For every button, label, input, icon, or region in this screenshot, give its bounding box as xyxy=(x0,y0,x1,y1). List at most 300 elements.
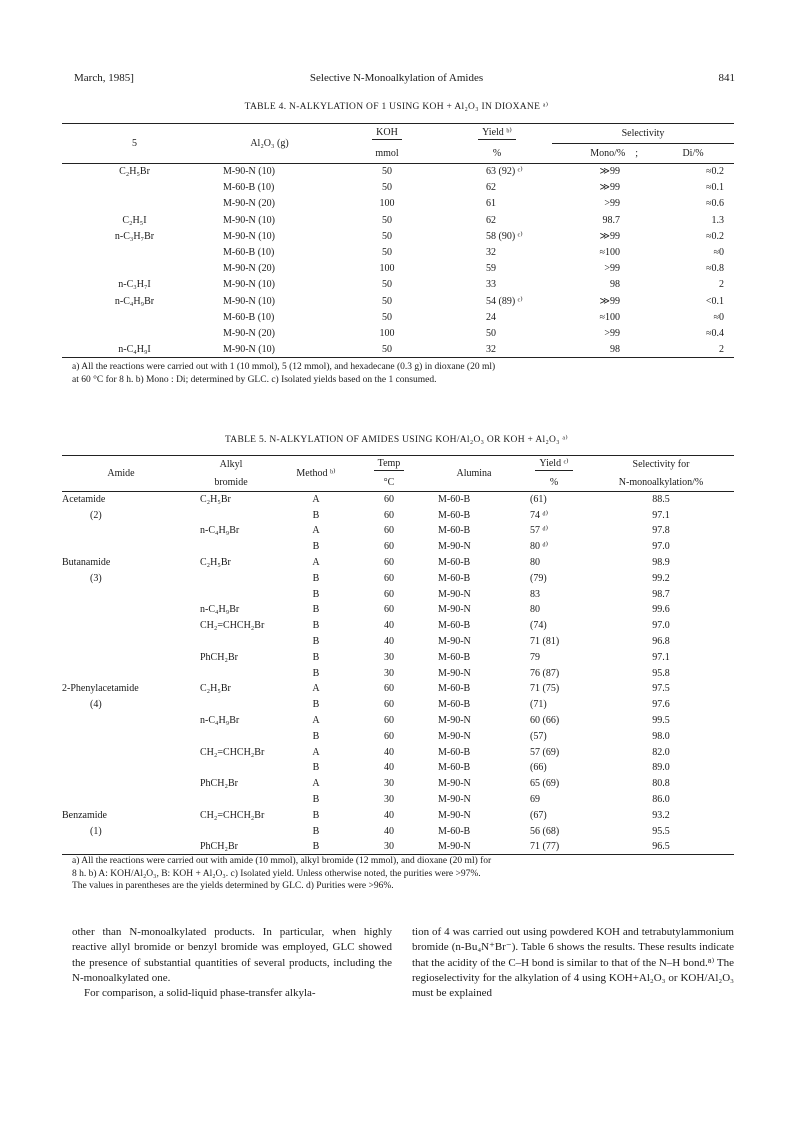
table-cell: 60 xyxy=(384,572,394,584)
table-cell: 93.2 xyxy=(652,809,670,821)
table-cell: 98.9 xyxy=(652,557,670,569)
table-cell: ≈0 xyxy=(713,311,724,323)
table-cell: M-60-B xyxy=(438,572,471,584)
t4-header-mmol: mmol xyxy=(375,147,399,159)
table-cell: C₂H₅I xyxy=(122,214,147,226)
table-row xyxy=(62,792,734,808)
table-row xyxy=(62,309,734,325)
table-cell: B xyxy=(312,667,320,679)
table-cell: 30 xyxy=(384,667,394,679)
table-cell: 2 xyxy=(719,343,724,355)
table-cell: M-60-B xyxy=(438,620,471,632)
table-cell: M-90-N (20) xyxy=(223,198,275,210)
table-cell: 33 xyxy=(486,279,496,291)
table-row xyxy=(62,823,734,839)
t5-header-bromide: bromide xyxy=(214,476,248,488)
table-cell: 24 xyxy=(486,311,496,323)
table-cell: 50 xyxy=(382,230,392,242)
table-cell: 99.2 xyxy=(652,572,670,584)
table-cell: (67) xyxy=(530,809,547,821)
table-row xyxy=(62,164,734,180)
table-cell: 86.0 xyxy=(652,794,670,806)
table-cell: 58 (90) ᶜ⁾ xyxy=(486,230,523,242)
table-cell: 98 xyxy=(610,279,620,291)
table5-footnote: a) All the reactions were carried out with amide (10 mmol), alkyl bromide (12 mmol), and dioxane (20 ml) for 8 h. b) A: KOH/Al₂O₃, B: KOH + Al₂O₃. c) Isolated yield. Unless otherwise noted, the purities were >97%. The values in parentheses are the yields determined by GLC. d) Purities were >96%. xyxy=(72,856,492,891)
table-cell: 98.7 xyxy=(602,214,620,226)
body-paragraph: other than N-monoalkylated products. In particular, when highly reactive allyl bromide or benzyl bromide was employed, GLC showed the presence of substantial quantities of several products, including the N-monoalkylated one. xyxy=(72,926,392,984)
table-cell: 60 xyxy=(384,557,394,569)
table-cell: 89.0 xyxy=(652,762,670,774)
table-cell: <0.1 xyxy=(705,295,724,307)
table-cell xyxy=(62,586,180,602)
table-cell: 30 xyxy=(384,794,394,806)
table-cell: 56 (68) xyxy=(530,825,560,837)
t5-header-percent: % xyxy=(549,476,559,488)
table-cell: M-60-B xyxy=(438,651,471,663)
table-cell: B xyxy=(312,651,320,663)
table-cell: B xyxy=(312,509,320,521)
table-cell: M-90-N xyxy=(438,636,471,648)
table-cell: 80 ᵈ⁾ xyxy=(530,541,549,553)
table-row xyxy=(62,807,734,823)
table-cell: 80 xyxy=(530,557,540,569)
table-cell: 60 xyxy=(384,699,394,711)
table-cell: 60 (66) xyxy=(530,715,560,727)
table-cell: M-60-B xyxy=(438,525,471,537)
t5-header-monoalkylation: N-monoalkylation/% xyxy=(618,476,704,488)
table-cell: M-90-N (10) xyxy=(223,230,275,242)
t5-header-selectivity: Selectivity for xyxy=(632,459,690,471)
table-cell: M-90-N xyxy=(438,588,471,600)
table-cell: 97.1 xyxy=(652,509,670,521)
table-cell: B xyxy=(312,794,320,806)
table-row xyxy=(62,744,734,760)
table-cell: 32 xyxy=(486,247,496,259)
table-cell: 100 xyxy=(379,263,395,275)
table-cell: 98.0 xyxy=(652,730,670,742)
table-cell xyxy=(180,728,282,744)
table-cell: M-90-N xyxy=(438,667,471,679)
table-cell: A xyxy=(312,715,320,727)
table-cell: M-90-N xyxy=(438,541,471,553)
table-cell: 32 xyxy=(486,343,496,355)
table-cell: B xyxy=(312,604,320,616)
t4-header-sep: ; xyxy=(635,148,638,159)
table-cell: 60 xyxy=(384,604,394,616)
table-cell: M-60-B (10) xyxy=(223,247,275,259)
table-cell: 59 xyxy=(486,263,496,275)
table-row xyxy=(62,586,734,602)
table-cell xyxy=(62,713,180,729)
table-cell: 71 (77) xyxy=(530,841,560,853)
table-cell: (2) xyxy=(90,509,102,521)
table-cell: M-90-N xyxy=(438,715,471,727)
table-cell: ≈0.1 xyxy=(706,182,724,194)
table-row xyxy=(62,228,734,244)
t5-header-amide: Amide xyxy=(107,468,135,479)
table-cell: 80 xyxy=(530,604,540,616)
t5-header-temp: Temp xyxy=(374,458,405,471)
table-cell: B xyxy=(312,809,320,821)
table4-caption: TABLE 4. N-ALKYLATION OF 1 USING KOH + Al₂O₃ IN DIOXANE ᵃ⁾ xyxy=(244,102,549,112)
table-cell: M-60-B xyxy=(438,699,471,711)
table-row xyxy=(62,492,734,508)
t4-header-mono: Mono/% ; xyxy=(590,148,638,159)
table-cell: >99 xyxy=(604,327,620,339)
table-cell: 30 xyxy=(384,841,394,853)
table-row xyxy=(62,555,734,571)
table-cell: M-90-N (10) xyxy=(223,279,275,291)
table-cell: 83 xyxy=(530,588,540,600)
table-cell: B xyxy=(312,841,320,853)
table-cell: 60 xyxy=(384,494,394,506)
table-cell xyxy=(62,649,180,665)
table-cell: PhCH₂Br xyxy=(200,778,238,790)
table-cell xyxy=(62,618,180,634)
table-cell xyxy=(62,744,180,760)
table-row xyxy=(62,618,734,634)
table-cell: 97.1 xyxy=(652,651,670,663)
table-cell: CH₂=CHCH₂Br xyxy=(200,809,265,821)
table-cell: 62 xyxy=(486,182,496,194)
table-cell: 30 xyxy=(384,778,394,790)
table-cell: n-C₄H₉Br xyxy=(200,525,240,537)
table-cell: Benzamide xyxy=(62,809,107,821)
table-cell: 74 ᵈ⁾ xyxy=(530,509,549,521)
table-cell: B xyxy=(312,699,320,711)
table-cell: 60 xyxy=(384,715,394,727)
table-cell: 50 xyxy=(382,182,392,194)
table-row xyxy=(62,776,734,792)
table-cell: CH₂=CHCH₂Br xyxy=(200,620,265,632)
table-cell: 40 xyxy=(384,762,394,774)
table-row xyxy=(62,649,734,665)
table-cell: 100 xyxy=(379,198,395,210)
table-cell: 79 xyxy=(530,651,540,663)
table-cell: (61) xyxy=(530,494,547,506)
table-cell: 99.6 xyxy=(652,604,670,616)
table-cell xyxy=(62,665,180,681)
table-cell: 88.5 xyxy=(652,494,670,506)
table-cell: ≫99 xyxy=(599,166,620,178)
table-row xyxy=(62,277,734,293)
table-row xyxy=(62,212,734,228)
table-cell: 95.5 xyxy=(652,825,670,837)
table-row xyxy=(62,728,734,744)
table-row xyxy=(62,697,734,713)
table-cell: ≈0.6 xyxy=(706,198,724,210)
table-cell xyxy=(180,539,282,555)
table-cell: B xyxy=(312,541,320,553)
table-cell: M-60-B xyxy=(438,683,471,695)
table-cell: M-90-N (10) xyxy=(223,166,275,178)
t5-header-alumina: Alumina xyxy=(456,468,492,479)
table-cell: 76 (87) xyxy=(530,667,560,679)
table-cell xyxy=(62,523,180,539)
table-row xyxy=(62,523,734,539)
table-row xyxy=(62,539,734,555)
table-cell: 65 (69) xyxy=(530,778,560,790)
table-cell: 60 xyxy=(384,541,394,553)
table-cell: ≈0.4 xyxy=(706,327,724,339)
t5-header-alkyl: Alkyl xyxy=(219,459,243,471)
table-row xyxy=(62,325,734,341)
table-cell: n-C₄H₉I xyxy=(118,343,151,355)
table-row xyxy=(62,244,734,260)
table-cell: A xyxy=(312,746,320,758)
table-cell: 98.7 xyxy=(652,588,670,600)
table-cell: 60 xyxy=(384,730,394,742)
table-cell: 50 xyxy=(382,343,392,355)
table-cell: M-60-B xyxy=(438,494,471,506)
table-cell: 57 (69) xyxy=(530,746,560,758)
table-cell: A xyxy=(312,557,320,569)
table-cell: 1.3 xyxy=(711,214,724,226)
table-cell: >99 xyxy=(604,198,620,210)
t4-header-alumina: Al₂O₃ (g) xyxy=(250,138,289,149)
table-cell: PhCH₂Br xyxy=(200,651,238,663)
table-cell: M-90-N xyxy=(438,730,471,742)
table-cell: (79) xyxy=(530,572,547,584)
table-cell: M-60-B xyxy=(438,746,471,758)
table-cell: M-90-N xyxy=(438,809,471,821)
table-cell: M-90-N (20) xyxy=(223,327,275,339)
table-cell xyxy=(180,792,282,808)
table-cell: C₂H₅Br xyxy=(200,683,231,695)
table-cell: M-60-B xyxy=(438,557,471,569)
table-cell: M-60-B xyxy=(438,509,471,521)
table-row xyxy=(62,507,734,523)
table4 xyxy=(62,123,734,358)
table-row xyxy=(62,760,734,776)
table-cell: ≈0 xyxy=(713,247,724,259)
table-cell xyxy=(180,634,282,650)
table-cell: 97.8 xyxy=(652,525,670,537)
table-cell: 97.6 xyxy=(652,699,670,711)
table-row xyxy=(62,180,734,196)
table-cell: 40 xyxy=(384,746,394,758)
table-cell: Acetamide xyxy=(62,494,106,506)
table-row xyxy=(62,261,734,277)
table-cell: 57 ᵈ⁾ xyxy=(530,525,549,537)
table-cell xyxy=(62,539,180,555)
table-cell: (74) xyxy=(530,620,547,632)
table5-caption: TABLE 5. N-ALKYLATION OF AMIDES USING KOH/Al₂O₃ OR KOH + Al₂O₃ ᵃ⁾ xyxy=(224,435,569,445)
table-cell: 69 xyxy=(530,794,540,806)
table-cell: B xyxy=(312,588,320,600)
table-cell: (57) xyxy=(530,730,547,742)
table-cell: n-C₄H₉Br xyxy=(200,604,240,616)
t4-header-di: Di/% xyxy=(682,148,704,159)
table-cell: 80.8 xyxy=(652,778,670,790)
table-row xyxy=(62,293,734,309)
table-cell xyxy=(180,570,282,586)
table-cell: A xyxy=(312,494,320,506)
table-cell xyxy=(62,839,180,855)
table-cell: M-90-N (20) xyxy=(223,263,275,275)
table-cell: 95.8 xyxy=(652,667,670,679)
table-cell: M-60-B (10) xyxy=(223,182,275,194)
table-cell xyxy=(180,760,282,776)
table-cell xyxy=(62,196,207,212)
table-cell: M-90-N xyxy=(438,841,471,853)
table-cell: 99.5 xyxy=(652,715,670,727)
body-right-column xyxy=(412,925,734,1001)
table-row xyxy=(62,681,734,697)
t4-header-yield: Yield ᵇ⁾ xyxy=(478,127,516,140)
table-cell xyxy=(62,261,207,277)
table-cell: (3) xyxy=(90,572,102,584)
table-cell: 2 xyxy=(719,279,724,291)
body-left-column xyxy=(72,925,392,1001)
table-cell: 60 xyxy=(384,683,394,695)
table-cell: 100 xyxy=(379,327,395,339)
table-cell: ≈100 xyxy=(599,247,620,259)
table-cell: M-60-B xyxy=(438,825,471,837)
table-row xyxy=(62,713,734,729)
table-cell xyxy=(62,634,180,650)
table-cell: M-90-N (10) xyxy=(223,295,275,307)
table-cell: 97.0 xyxy=(652,620,670,632)
table-cell: n-C₄H₉Br xyxy=(114,295,155,307)
table-cell: B xyxy=(312,620,320,632)
table-cell: PhCH₂Br xyxy=(200,841,238,853)
table-row xyxy=(62,570,734,586)
table-cell xyxy=(180,823,282,839)
table-cell: 50 xyxy=(382,214,392,226)
table-cell xyxy=(62,728,180,744)
t4-header-percent: % xyxy=(492,147,502,159)
table-cell: A xyxy=(312,683,320,695)
table-cell: 97.5 xyxy=(652,683,670,695)
table-cell: B xyxy=(312,572,320,584)
table-cell: M-90-N (10) xyxy=(223,214,275,226)
table-cell: 40 xyxy=(384,809,394,821)
table-cell xyxy=(180,586,282,602)
body-paragraph: tion of 4 was carried out using powdered KOH and tetrabutylammonium bromide (n-Bu₄N⁺Br⁻). Table 6 shows the results. These results indicate that the acidity of the C–H bond is similar to that of the N–H bond.⁸⁾ The regioselectivity for the alkylation of 4 using KOH+Al₂O₃ or KOH/Al₂O₃ must be explained xyxy=(412,926,734,1000)
table-cell: 50 xyxy=(382,247,392,259)
table-cell: 96.8 xyxy=(652,636,670,648)
t4-header-selectivity: Selectivity xyxy=(552,124,734,144)
table-cell xyxy=(62,244,207,260)
table-row xyxy=(62,665,734,681)
table-cell: 50 xyxy=(382,166,392,178)
table-cell xyxy=(180,697,282,713)
table-cell: B xyxy=(312,762,320,774)
table-cell: 40 xyxy=(384,620,394,632)
table-cell: M-90-N xyxy=(438,604,471,616)
table-cell xyxy=(62,776,180,792)
table-row xyxy=(62,839,734,855)
table-cell: C₂H₅Br xyxy=(200,494,231,506)
table4-footnote: a) All the reactions were carried out with 1 (10 mmol), 5 (12 mmol), and hexadecane (0.3 g) in dioxane (20 ml) at 60 °C for 8 h. b) Mono : Di; determined by GLC. c) Isolated yields based on the 1 consumed. xyxy=(72,362,496,385)
table-cell: 50 xyxy=(382,295,392,307)
table-cell xyxy=(180,507,282,523)
table-cell xyxy=(62,180,207,196)
table-cell: ≈100 xyxy=(599,311,620,323)
table-cell: n-C₄H₉Br xyxy=(200,715,240,727)
table-row xyxy=(62,342,734,358)
table-cell: ≫99 xyxy=(599,295,620,307)
table-cell: 97.0 xyxy=(652,541,670,553)
body-paragraph: For comparison, a solid-liquid phase-transfer alkyla- xyxy=(84,987,316,1000)
table-cell: (66) xyxy=(530,762,547,774)
table-cell: (71) xyxy=(530,699,547,711)
table-cell: M-60-B xyxy=(438,762,471,774)
table-cell: 50 xyxy=(382,279,392,291)
table-cell: 60 xyxy=(384,509,394,521)
running-header-date: March, 1985] xyxy=(74,72,134,84)
table-cell xyxy=(62,325,207,341)
table-cell: ≈0.8 xyxy=(706,263,724,275)
table-cell: B xyxy=(312,636,320,648)
t5-header-method: Method ᵇ⁾ xyxy=(296,468,336,479)
table-row xyxy=(62,196,734,212)
table-cell: 61 xyxy=(486,198,496,210)
table-cell: >99 xyxy=(604,263,620,275)
t5-header-yield: Yield ᶜ⁾ xyxy=(535,458,572,471)
table-cell: 98 xyxy=(610,343,620,355)
table-cell: 50 xyxy=(486,327,496,339)
table-cell: 60 xyxy=(384,525,394,537)
table-row xyxy=(62,634,734,650)
table-cell: CH₂=CHCH₂Br xyxy=(200,746,265,758)
table-cell: ≈0.2 xyxy=(706,230,724,242)
table-cell: n-C₃H₇I xyxy=(118,279,151,291)
table-cell: 62 xyxy=(486,214,496,226)
page-number: 841 xyxy=(718,72,735,84)
table-cell: M-60-B (10) xyxy=(223,311,275,323)
table-cell xyxy=(62,309,207,325)
table-cell: 50 xyxy=(382,311,392,323)
table-cell: 96.5 xyxy=(652,841,670,853)
t5-header-degc: °C xyxy=(383,476,395,488)
table-cell: A xyxy=(312,525,320,537)
table-cell: M-90-N xyxy=(438,794,471,806)
table-cell: 71 (75) xyxy=(530,683,560,695)
table-cell: 40 xyxy=(384,825,394,837)
table-cell: C₂H₅Br xyxy=(119,166,150,178)
running-header-title: Selective N-Monoalkylation of Amides xyxy=(309,72,484,84)
table-cell: 2-Phenylacetamide xyxy=(62,683,139,695)
table-cell xyxy=(62,760,180,776)
table-cell: ≈0.2 xyxy=(706,166,724,178)
table-cell: M-90-N (10) xyxy=(223,343,275,355)
table-cell: A xyxy=(312,778,320,790)
table-cell: 71 (81) xyxy=(530,636,560,648)
table-cell: Butanamide xyxy=(62,557,111,569)
table5 xyxy=(62,455,734,855)
table-cell: 40 xyxy=(384,636,394,648)
t4-header-5: 5 xyxy=(132,138,137,149)
t4-header-koh: KOH xyxy=(372,127,402,140)
table-cell: 54 (89) ᶜ⁾ xyxy=(486,295,523,307)
table-cell: B xyxy=(312,730,320,742)
table-cell: (1) xyxy=(90,825,102,837)
table-cell: 63 (92) ᶜ⁾ xyxy=(486,166,523,178)
table-cell: ≫99 xyxy=(599,230,620,242)
table-cell: C₂H₅Br xyxy=(200,557,231,569)
table-cell xyxy=(62,792,180,808)
table-cell xyxy=(62,602,180,618)
table-cell: ≫99 xyxy=(599,182,620,194)
table-cell: B xyxy=(312,825,320,837)
table-cell xyxy=(180,665,282,681)
table-cell: 82.0 xyxy=(652,746,670,758)
table-cell: (4) xyxy=(90,699,102,711)
table-cell: 30 xyxy=(384,651,394,663)
table-cell: M-90-N xyxy=(438,778,471,790)
